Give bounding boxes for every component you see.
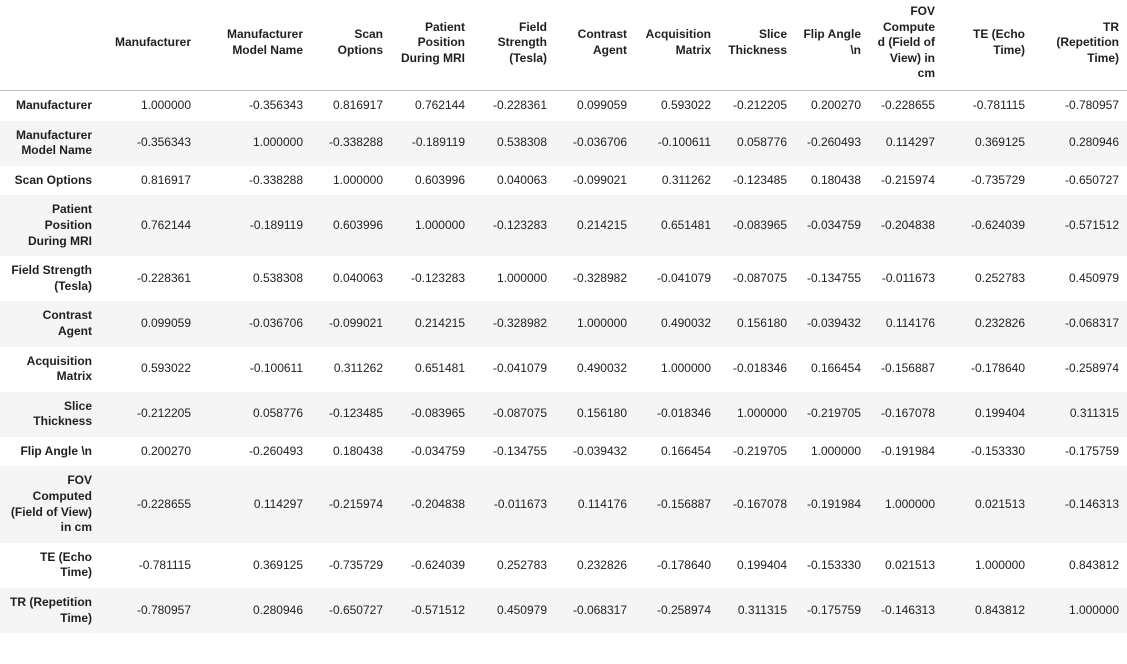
matrix-cell-10-0: -0.781115 xyxy=(138,557,191,572)
matrix-cell-9-8: -0.191984 xyxy=(806,496,861,511)
matrix-cell-10-11: 0.843812 xyxy=(1068,557,1119,572)
matrix-cell-3-2: 0.603996 xyxy=(332,217,383,232)
matrix-cell-5-1: -0.036706 xyxy=(248,316,303,331)
matrix-cell-0-7: -0.212205 xyxy=(732,97,787,112)
matrix-cell-8-8: 1.000000 xyxy=(810,443,861,458)
table-row-1 xyxy=(0,121,1127,166)
matrix-cell-5-4: -0.328982 xyxy=(492,316,547,331)
matrix-cell-10-7: 0.199404 xyxy=(736,557,787,572)
matrix-cell-11-6: -0.258974 xyxy=(656,602,711,617)
row-label-11: TR (Repetition Time) xyxy=(10,595,92,625)
matrix-cell-5-3: 0.214215 xyxy=(414,316,465,331)
matrix-cell-6-7: -0.018346 xyxy=(732,361,787,376)
matrix-cell-1-4: 0.538308 xyxy=(496,135,547,150)
matrix-cell-4-6: -0.041079 xyxy=(656,270,711,285)
matrix-cell-6-5: 0.490032 xyxy=(576,361,627,376)
matrix-cell-2-3: 0.603996 xyxy=(414,172,465,187)
matrix-cell-8-2: 0.180438 xyxy=(332,443,383,458)
table-row-10 xyxy=(0,543,1127,588)
matrix-cell-2-6: 0.311262 xyxy=(661,172,711,187)
matrix-cell-8-1: -0.260493 xyxy=(248,443,303,458)
matrix-cell-1-3: -0.189119 xyxy=(411,135,465,150)
matrix-cell-2-5: -0.099021 xyxy=(572,172,627,187)
matrix-cell-10-4: 0.252783 xyxy=(496,557,547,572)
matrix-cell-11-1: 0.280946 xyxy=(252,602,303,617)
matrix-cell-2-7: -0.123485 xyxy=(732,172,787,187)
table-row-5 xyxy=(0,301,1127,346)
matrix-cell-6-10: -0.178640 xyxy=(970,361,1025,376)
matrix-cell-7-10: 0.199404 xyxy=(974,406,1025,421)
matrix-cell-11-11: 1.000000 xyxy=(1068,602,1119,617)
matrix-cell-11-4: 0.450979 xyxy=(496,602,547,617)
matrix-cell-7-0: -0.212205 xyxy=(136,406,191,421)
matrix-cell-3-4: -0.123283 xyxy=(492,217,547,232)
matrix-cell-1-11: 0.280946 xyxy=(1068,135,1119,150)
matrix-cell-0-6: 0.593022 xyxy=(660,97,711,112)
matrix-cell-11-0: -0.780957 xyxy=(136,602,191,617)
matrix-cell-0-3: 0.762144 xyxy=(414,97,465,112)
column-header-8: Flip Angle \n xyxy=(795,0,869,90)
matrix-cell-11-7: 0.311315 xyxy=(737,602,787,617)
matrix-cell-4-0: -0.228361 xyxy=(136,270,191,285)
matrix-cell-4-10: 0.252783 xyxy=(974,270,1025,285)
matrix-cell-10-3: -0.624039 xyxy=(410,557,465,572)
matrix-cell-0-0: 1.000000 xyxy=(140,97,191,112)
matrix-cell-3-1: -0.189119 xyxy=(249,217,303,232)
matrix-cell-5-8: -0.039432 xyxy=(806,316,861,331)
row-label-2: Scan Options xyxy=(14,172,92,187)
matrix-cell-10-9: 0.021513 xyxy=(884,557,935,572)
table-row-9 xyxy=(0,466,1127,542)
matrix-cell-7-11: 0.311315 xyxy=(1069,406,1119,421)
table-row-2 xyxy=(0,166,1127,196)
matrix-cell-3-8: -0.034759 xyxy=(806,217,861,232)
matrix-cell-11-9: -0.146313 xyxy=(880,602,935,617)
matrix-cell-3-5: 0.214215 xyxy=(576,217,627,232)
row-label-1: Manufacturer Model Name xyxy=(15,127,92,158)
matrix-cell-10-1: 0.369125 xyxy=(252,557,303,572)
matrix-cell-3-10: -0.624039 xyxy=(970,217,1025,232)
matrix-cell-7-4: -0.087075 xyxy=(492,406,547,421)
matrix-cell-0-4: -0.228361 xyxy=(492,97,547,112)
table-row-11 xyxy=(0,588,1127,633)
matrix-cell-9-10: 0.021513 xyxy=(974,496,1025,511)
matrix-cell-10-2: -0.735729 xyxy=(328,557,383,572)
matrix-cell-9-2: -0.215974 xyxy=(328,496,383,511)
row-label-4: Field Strength (Tesla) xyxy=(11,263,92,293)
column-header-11: TR (Repetition Time) xyxy=(1033,0,1127,90)
matrix-cell-0-5: 0.099059 xyxy=(576,97,627,112)
matrix-cell-1-6: -0.100611 xyxy=(657,135,711,150)
matrix-cell-9-0: -0.228655 xyxy=(136,496,191,511)
column-header-4: Field Strength (Tesla) xyxy=(473,0,555,90)
row-label-9: FOV Computed (Field of View) in cm xyxy=(10,473,92,535)
matrix-cell-0-11: -0.780957 xyxy=(1064,97,1119,112)
row-label-0: Manufacturer xyxy=(15,97,92,112)
matrix-cell-11-5: -0.068317 xyxy=(572,602,627,617)
matrix-cell-6-3: 0.651481 xyxy=(414,361,465,376)
row-label-10: TE (Echo Time) xyxy=(39,549,92,580)
header-row xyxy=(0,0,1127,90)
matrix-cell-0-2: 0.816917 xyxy=(332,97,383,112)
matrix-cell-4-2: 0.040063 xyxy=(332,270,383,285)
table-row-0 xyxy=(0,90,1127,120)
matrix-cell-10-5: 0.232826 xyxy=(576,557,627,572)
matrix-cell-2-0: 0.816917 xyxy=(140,172,191,187)
matrix-cell-3-3: 1.000000 xyxy=(414,217,465,232)
matrix-cell-9-4: -0.011673 xyxy=(493,496,547,511)
matrix-cell-10-8: -0.153330 xyxy=(806,557,861,572)
row-label-8: Flip Angle \n xyxy=(20,443,92,458)
matrix-cell-7-8: -0.219705 xyxy=(806,406,861,421)
matrix-cell-1-0: -0.356343 xyxy=(136,135,191,150)
matrix-cell-2-11: -0.650727 xyxy=(1064,172,1119,187)
matrix-cell-2-4: 0.040063 xyxy=(496,172,547,187)
matrix-cell-4-5: -0.328982 xyxy=(572,270,627,285)
table-row-7 xyxy=(0,392,1127,437)
column-header-9: FOV Computed (Field of View) in cm xyxy=(869,0,943,90)
matrix-cell-1-8: -0.260493 xyxy=(806,135,861,150)
matrix-cell-2-9: -0.215974 xyxy=(880,172,935,187)
matrix-cell-1-10: 0.369125 xyxy=(974,135,1025,150)
matrix-cell-4-1: 0.538308 xyxy=(252,270,303,285)
matrix-cell-8-0: 0.200270 xyxy=(140,443,191,458)
matrix-cell-9-7: -0.167078 xyxy=(732,496,787,511)
matrix-cell-7-9: -0.167078 xyxy=(880,406,935,421)
matrix-cell-4-3: -0.123283 xyxy=(410,270,465,285)
matrix-cell-3-11: -0.571512 xyxy=(1064,217,1119,232)
matrix-cell-7-2: -0.123485 xyxy=(328,406,383,421)
matrix-cell-1-2: -0.338288 xyxy=(328,135,383,150)
matrix-cell-3-0: 0.762144 xyxy=(140,217,191,232)
matrix-cell-8-6: 0.166454 xyxy=(660,443,711,458)
row-label-7: Slice Thickness xyxy=(33,398,92,429)
matrix-cell-1-9: 0.114297 xyxy=(885,135,935,150)
matrix-cell-8-4: -0.134755 xyxy=(492,443,547,458)
matrix-cell-4-11: 0.450979 xyxy=(1068,270,1119,285)
matrix-cell-6-9: -0.156887 xyxy=(880,361,935,376)
table-row-4 xyxy=(0,256,1127,301)
matrix-cell-6-6: 1.000000 xyxy=(660,361,711,376)
matrix-cell-4-4: 1.000000 xyxy=(496,270,547,285)
table-row-3 xyxy=(0,195,1127,256)
matrix-cell-9-1: 0.114297 xyxy=(253,496,303,511)
matrix-cell-9-11: -0.146313 xyxy=(1064,496,1119,511)
matrix-cell-7-1: 0.058776 xyxy=(252,406,303,421)
matrix-cell-9-3: -0.204838 xyxy=(410,496,465,511)
matrix-cell-9-9: 1.000000 xyxy=(884,496,935,511)
column-header-10: TE (Echo Time) xyxy=(943,0,1033,90)
matrix-cell-5-6: 0.490032 xyxy=(660,316,711,331)
matrix-cell-11-2: -0.650727 xyxy=(328,602,383,617)
matrix-cell-1-7: 0.058776 xyxy=(736,135,787,150)
matrix-cell-6-4: -0.041079 xyxy=(492,361,547,376)
matrix-cell-2-8: 0.180438 xyxy=(810,172,861,187)
matrix-cell-4-7: -0.087075 xyxy=(732,270,787,285)
matrix-cell-7-5: 0.156180 xyxy=(576,406,627,421)
table-head xyxy=(0,0,1127,90)
column-header-5: Contrast Agent xyxy=(555,0,635,90)
matrix-cell-5-11: -0.068317 xyxy=(1064,316,1119,331)
column-header-2: Scan Options xyxy=(311,0,391,90)
matrix-cell-7-3: -0.083965 xyxy=(410,406,465,421)
matrix-cell-0-10: -0.781115 xyxy=(972,97,1025,112)
matrix-cell-7-6: -0.018346 xyxy=(656,406,711,421)
column-header-6: Acquisition Matrix xyxy=(635,0,719,90)
matrix-cell-5-10: 0.232826 xyxy=(974,316,1025,331)
matrix-cell-5-9: 0.114176 xyxy=(885,316,935,331)
matrix-cell-2-10: -0.735729 xyxy=(970,172,1025,187)
matrix-cell-8-9: -0.191984 xyxy=(880,443,935,458)
matrix-cell-7-7: 1.000000 xyxy=(736,406,787,421)
matrix-cell-1-1: 1.000000 xyxy=(252,135,303,150)
column-header-3: Patient Position During MRI xyxy=(391,0,473,90)
matrix-cell-11-8: -0.175759 xyxy=(806,602,861,617)
matrix-cell-10-6: -0.178640 xyxy=(656,557,711,572)
matrix-cell-6-8: 0.166454 xyxy=(810,361,861,376)
matrix-cell-8-10: -0.153330 xyxy=(970,443,1025,458)
row-label-3: Patient Position During MRI xyxy=(28,202,92,248)
matrix-cell-0-1: -0.356343 xyxy=(248,97,303,112)
matrix-cell-9-6: -0.156887 xyxy=(656,496,711,511)
matrix-cell-5-0: 0.099059 xyxy=(140,316,191,331)
matrix-cell-3-7: -0.083965 xyxy=(732,217,787,232)
matrix-cell-0-9: -0.228655 xyxy=(880,97,935,112)
row-label-5: Contrast Agent xyxy=(42,308,92,338)
matrix-cell-8-3: -0.034759 xyxy=(410,443,465,458)
matrix-cell-5-2: -0.099021 xyxy=(328,316,383,331)
matrix-cell-8-5: -0.039432 xyxy=(572,443,627,458)
matrix-cell-5-7: 0.156180 xyxy=(736,316,787,331)
matrix-cell-10-10: 1.000000 xyxy=(974,557,1025,572)
matrix-cell-11-3: -0.571512 xyxy=(410,602,465,617)
corner-cell xyxy=(0,0,100,90)
table-body xyxy=(0,90,1127,633)
matrix-cell-6-2: 0.311262 xyxy=(333,361,383,376)
matrix-cell-1-5: -0.036706 xyxy=(572,135,627,150)
matrix-cell-11-10: 0.843812 xyxy=(974,602,1025,617)
matrix-cell-8-11: -0.175759 xyxy=(1064,443,1119,458)
matrix-cell-6-1: -0.100611 xyxy=(249,361,303,376)
matrix-cell-4-9: -0.011673 xyxy=(881,270,935,285)
column-header-7: Slice Thickness xyxy=(719,0,795,90)
matrix-cell-6-0: 0.593022 xyxy=(140,361,191,376)
matrix-cell-5-5: 1.000000 xyxy=(576,316,627,331)
column-header-1: Manufacturer Model Name xyxy=(199,0,311,90)
matrix-cell-9-5: 0.114176 xyxy=(577,496,627,511)
matrix-cell-3-6: 0.651481 xyxy=(660,217,711,232)
row-label-6: Acquisition Matrix xyxy=(26,353,92,384)
column-header-0: Manufacturer xyxy=(100,0,199,90)
table-row-8 xyxy=(0,437,1127,467)
matrix-cell-0-8: 0.200270 xyxy=(810,97,861,112)
matrix-cell-4-8: -0.134755 xyxy=(806,270,861,285)
matrix-cell-6-11: -0.258974 xyxy=(1064,361,1119,376)
matrix-cell-2-2: 1.000000 xyxy=(332,172,383,187)
matrix-cell-3-9: -0.204838 xyxy=(880,217,935,232)
matrix-cell-2-1: -0.338288 xyxy=(248,172,303,187)
matrix-cell-8-7: -0.219705 xyxy=(732,443,787,458)
table-row-6 xyxy=(0,347,1127,392)
